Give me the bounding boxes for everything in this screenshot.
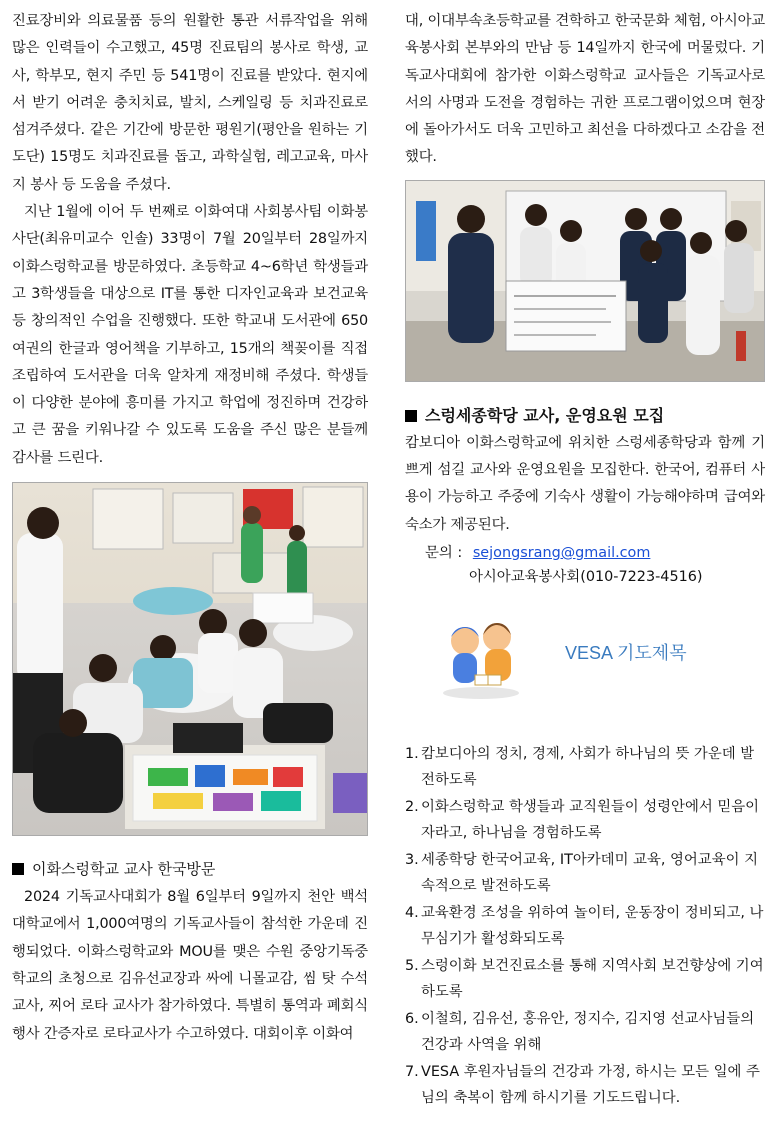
contact-label: 문의 :	[425, 544, 463, 561]
vesa-header	[405, 613, 765, 713]
section-recruitment	[405, 404, 765, 589]
contact-org: 아시아교육봉사회(010-7223-4516)	[469, 568, 703, 585]
section-teacher-visit	[12, 858, 368, 1048]
section-title-teacher-visit	[12, 858, 368, 880]
photo-students-activity	[12, 482, 368, 836]
prayer-item: 4. 교육환경 조성을 위하여 놀이터, 운동장이 정비되고, 나무심기가 활성화되도록	[405, 904, 764, 948]
prayer-item: 2. 이화스렁학교 학생들과 교직원들이 성령안에서 믿음이 자라고, 하나님을 경험하도록	[405, 798, 760, 842]
paragraph-teacher-visit-continued: 대, 이대부속초등학교를 견학하고 한국문화 체험, 아시아교육봉사회 본부와의 만남 등 14일까지 한국에 머물렀다. 기독교사대회에 참가한 이화스렁학교 교사들은 기독교사로서의 사명과 도전을 경험하는 귀한 프로그램이었으며 현장에 돌아가서도 더욱 고민하고 최선을 다하겠다고 소감을 전했다.	[405, 13, 765, 166]
vesa-prayer-title: VESA 기도제목	[565, 642, 687, 663]
prayer-list	[405, 741, 765, 1112]
paragraph-dental-service: 진료장비와 의료물품 등의 원활한 통관 서류작업을 위해 많은 인력들이 수고했고, 45명 진료팀의 봉사로 학생, 교사, 학부모, 현지 주민 등 541명이 진료를 받았다. 현지에서 받기 어려운 충치치료, 발치, 스케일링 등 치과진료로 섬겨주셨다. 같은 기간에 방문한 평원기(평안을 원하는 기도단) 15명도 치과진료를 돕고, 과학실험, 레고교육, 마사지 봉사 등 도움을 주셨다.	[12, 13, 368, 193]
contact-email-link[interactable]: sejongsrang@gmail.com	[472, 544, 651, 561]
black-square-icon	[12, 863, 24, 875]
contact-block	[405, 541, 765, 589]
section-title-text: 이화스렁학교 교사 한국방문	[32, 860, 216, 879]
section-title-text: 스렁세종학당 교사, 운영요원 모집	[425, 405, 665, 425]
prayer-item: 5. 스렁이화 보건진료소를 통해 지역사회 보건향상에 기여하도록	[405, 957, 764, 1001]
paragraph-recruitment: 캄보디아 이화스렁학교에 위치한 스렁세종학당과 함께 기쁘게 섬길 교사와 운영요원을 모집한다. 한국어, 컴퓨터 사용이 가능하고 주중에 기숙사 생활이 가능해야하며 급여와 숙소가 제공된다.	[405, 434, 765, 533]
paragraph-teacher-conference: 2024 기독교사대회가 8월 6일부터 9일까지 천안 백석대학교에서 1,000여명의 기독교사들이 참석한 가운데 진행되었다. 이화스렁학교와 MOU를 맺은 수원 중앙기독중학교의 초청으로 김유선교장과 싸에 니몰교감, 씸 탓 수석교사, 찌어 로타 교사가 참가하였다. 특별히 통역과 폐회식 행사 간증자로 로타교사가 수고하였다. 대회이후 이화여	[12, 889, 368, 1042]
section-title-recruitment	[405, 404, 765, 428]
left-column	[12, 8, 368, 1048]
photo-teachers-group	[405, 180, 765, 382]
prayer-item: 3. 세종학당 한국어교육, IT아카데미 교육, 영어교육이 지속적으로 발전하도록	[405, 851, 758, 895]
praying-children-illustration	[435, 613, 525, 707]
paragraph-ewha-volunteers: 지난 1월에 이어 두 번째로 이화여대 사회봉사팀 이화봉사단(최유미교수 인솔) 33명이 7월 20일부터 28일까지 이화스렁학교를 방문하였다. 초등학교 4~6학년 학생들과 고 3학생들을 대상으로 IT를 통한 디자인교육과 보건교육 등 창의적인 수업을 진행했다. 또한 학교내 도서관에 650여권의 한글과 영어책을 기부하고, 15개의 책꽂이를 직접 조립하여 도서관을 더욱 알차게 재정비해 주셨다. 학생들이 다양한 분야에 흥미를 가지고 학업에 정진하며 건강하고 큰 꿈을 키워나갈 수 있도록 도움을 주신 많은 분들께 감사를 드린다.	[12, 204, 368, 466]
prayer-item: 6. 이철희, 김유선, 홍유안, 정지수, 김지영 선교사님들의 건강과 사역을 위해	[405, 1010, 755, 1054]
prayer-item: 7. VESA 후원자님들의 건강과 가정, 하시는 모든 일에 주님의 축복이 함께 하시기를 기도드립니다.	[405, 1063, 760, 1107]
black-square-icon	[405, 410, 417, 422]
prayer-item: 1. 캄보디아의 정치, 경제, 사회가 하나님의 뜻 가운데 발전하도록	[405, 745, 755, 789]
right-column	[405, 8, 765, 1112]
